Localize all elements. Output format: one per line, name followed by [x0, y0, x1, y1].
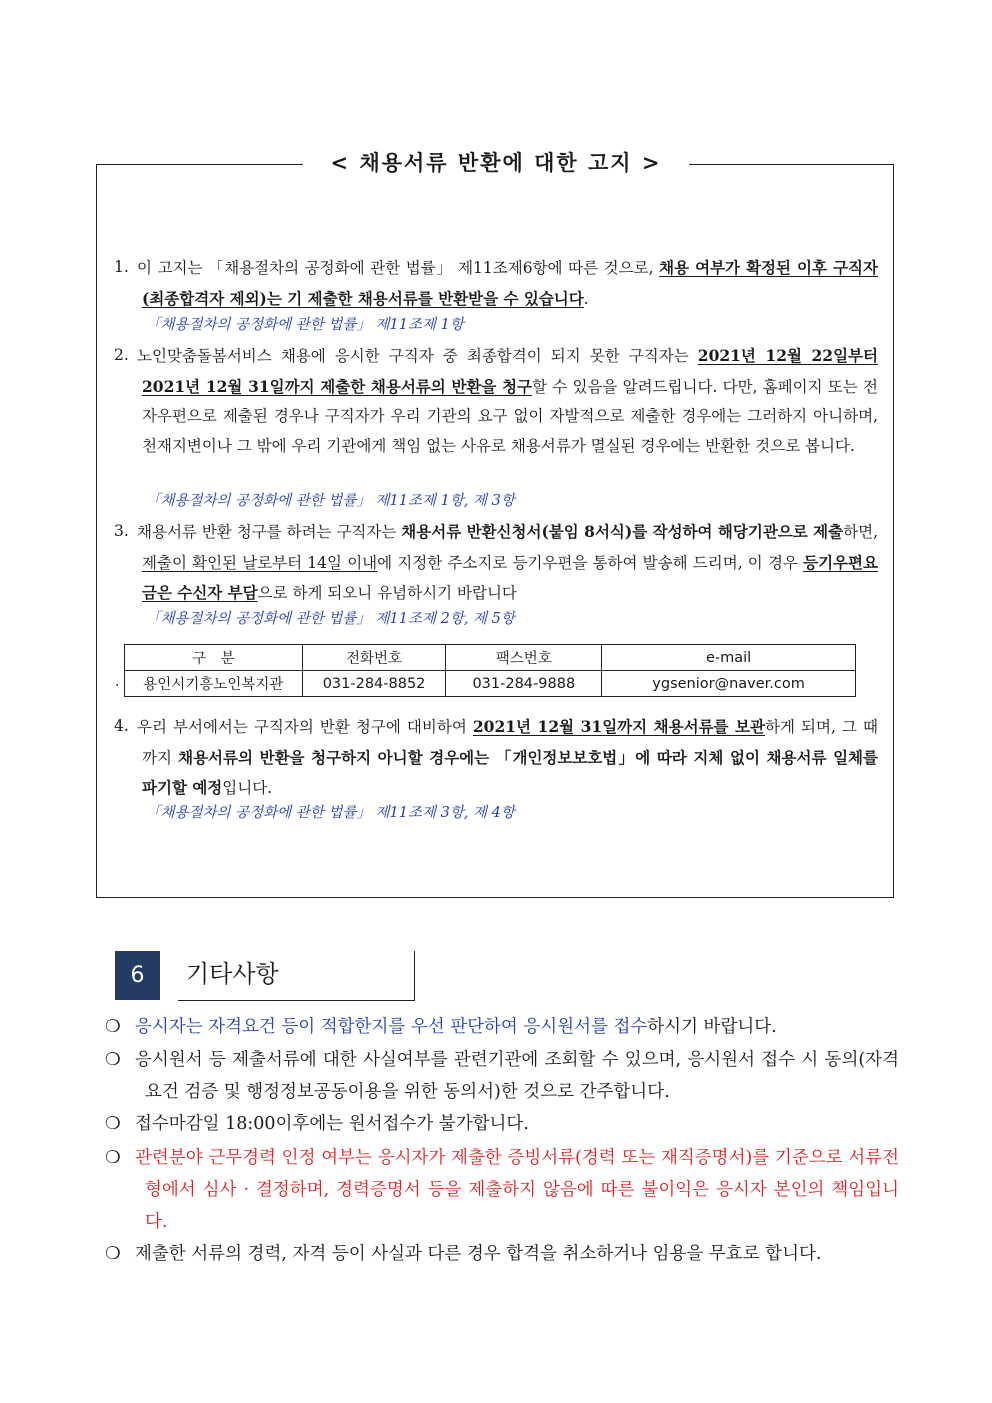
- circle-bullet-icon: ❍: [105, 1114, 121, 1134]
- item-number: 1.: [114, 258, 129, 276]
- bullet-item-2: [105, 1044, 899, 1108]
- item-text: 으로 하게 되오니 유념하시기 바랍니다: [257, 584, 517, 602]
- bullet-text: 접수마감일 18:00이후에는 원서접수가 불가합니다.: [135, 1114, 529, 1134]
- bullet-item-3: [105, 1108, 899, 1140]
- notice-item-4: [114, 712, 878, 804]
- item-text: 채용서류 반환 청구를 하려는 구직자는: [137, 523, 402, 541]
- cell-organization: 용인시기흥노인복지관: [125, 671, 303, 697]
- table-marker: .: [115, 674, 120, 690]
- header-category: 구 분: [125, 645, 303, 671]
- notice-title: < 채용서류 반환에 대한 고지 >: [303, 146, 689, 180]
- item-text: 할 수 있음을 알려드립니다. 다만, 홈페이지 또는 전자우편으로 제출된 경우나 구직자가 우리 기관의 요구 없이 자발적으로 제출한 경우에는 그러하지 아니하며, 천재지변이나 그 밖에 우리 기관에게 책임 없는 사유로 채용서류가 멸실된 경우에는 반환한 것으로 봅니다.: [142, 377, 878, 455]
- notice-item-1: [114, 253, 878, 314]
- item-number: 2.: [114, 346, 129, 364]
- section-title: 기타사항: [178, 951, 415, 1001]
- cell-email: ygsenior@naver.com: [602, 671, 856, 697]
- bullet-text: 제출한 서류의 경력, 자격 등이 사실과 다른 경우 합격을 취소하거나 임용을 무효로 합니다.: [135, 1244, 822, 1264]
- item-emphasis: 2021년 12월 22일부터 2021년 12월 31일까지 제출한 채용서류의 반환을 청구: [142, 346, 879, 396]
- item-emphasis: 2021년 12월 31일까지 채용서류를 보관: [472, 717, 766, 736]
- bullet-text: 응시원서 등 제출서류에 대한 사실여부를 관련기관에 조회할 수 있으며, 응시원서 접수 시 동의(자격요건 검증 및 행정정보공동이용을 위한 동의서)한 것으로 간주합니다.: [135, 1050, 899, 1102]
- item-emphasis: 채용서류 반환신청서(붙임 8서식)를 작성하여 해당기관으로 제출: [401, 522, 844, 541]
- item-text: 하게 되며, 그 때까지: [142, 718, 878, 767]
- item-number: 3.: [114, 522, 129, 540]
- cell-phone: 031-284-8852: [302, 671, 446, 697]
- bullet-item-4: [105, 1142, 899, 1238]
- law-citation: 「채용절차의 공정화에 관한 법률」 제11조제 1항: [146, 317, 464, 333]
- law-citation: 「채용절차의 공정화에 관한 법률」 제11조제 2항, 제 5항: [146, 611, 515, 627]
- item-emphasis: 채용서류의 반환을 청구하지 아니할 경우에는 「개인정보보호법」에 따라 지체 없이 채용서류 일체를 파기할 예정: [142, 747, 878, 797]
- bullet-item-1: [105, 1011, 899, 1043]
- law-citation: 「채용절차의 공정화에 관한 법률」 제11조제 1항, 제 3항: [146, 493, 515, 509]
- circle-bullet-icon: ❍: [105, 1050, 121, 1070]
- item-emphasis: 등기우편요금은 수신자 부담: [142, 552, 878, 602]
- circle-bullet-icon: ❍: [105, 1148, 121, 1168]
- item-text: 입니다.: [222, 779, 273, 797]
- notice-item-3: [114, 517, 878, 609]
- header-email: e-mail: [602, 645, 856, 671]
- law-citation: 「채용절차의 공정화에 관한 법률」 제11조제 3항, 제 4항: [146, 805, 515, 821]
- item-text: 이 고지는 「채용절차의 공정화에 관한 법률」 제11조제6항에 따른 것으로,: [137, 259, 660, 277]
- bullet-text-blue: 응시자는 자격요건 등이 적합한지를 우선 판단하여 응시원서를 접수: [135, 1017, 648, 1037]
- bullet-text: 하시기 바랍니다.: [647, 1017, 777, 1037]
- item-text: 하면,: [843, 523, 878, 541]
- cell-fax: 031-284-9888: [446, 671, 602, 697]
- table-header-row: [125, 645, 856, 671]
- notice-item-2: [114, 341, 878, 461]
- bullet-text-red: 관련분야 근무경력 인정 여부는 응시자가 제출한 증빙서류(경력 또는 재직증명서)를 기준으로 서류전형에서 심사 · 결정하며, 경력증명서 등을 제출하지 않음에 따른 불이익은 응시자 본인의 책임입니다.: [135, 1148, 899, 1232]
- header-phone: 전화번호: [302, 645, 446, 671]
- bullet-item-5: [105, 1238, 899, 1270]
- item-text: .: [583, 289, 589, 308]
- table-row: [125, 671, 856, 697]
- circle-bullet-icon: ❍: [105, 1244, 121, 1264]
- item-number: 4.: [114, 717, 129, 735]
- section-number-badge: 6: [115, 951, 160, 1000]
- item-text: 에 지정한 주소지로 등기우편을 통하여 발송해 드리며, 이 경우: [377, 553, 804, 572]
- contact-table: [124, 644, 856, 697]
- item-emphasis: 채용 여부가 확정된 이후 구직자(최종합격자 제외)는 기 제출한 채용서류를 반환받을 수 있습니다: [142, 258, 878, 308]
- item-text: 노인맞춤돌봄서비스 채용에 응시한 구직자 중 최종합격이 되지 못한 구직자는: [137, 347, 698, 365]
- header-fax: 팩스번호: [446, 645, 602, 671]
- item-text: 우리 부서에서는 구직자의 반환 청구에 대비하여: [137, 718, 473, 736]
- item-underline: 제출이 확인된 날로부터 14일 이내: [142, 553, 378, 572]
- circle-bullet-icon: ❍: [105, 1017, 121, 1037]
